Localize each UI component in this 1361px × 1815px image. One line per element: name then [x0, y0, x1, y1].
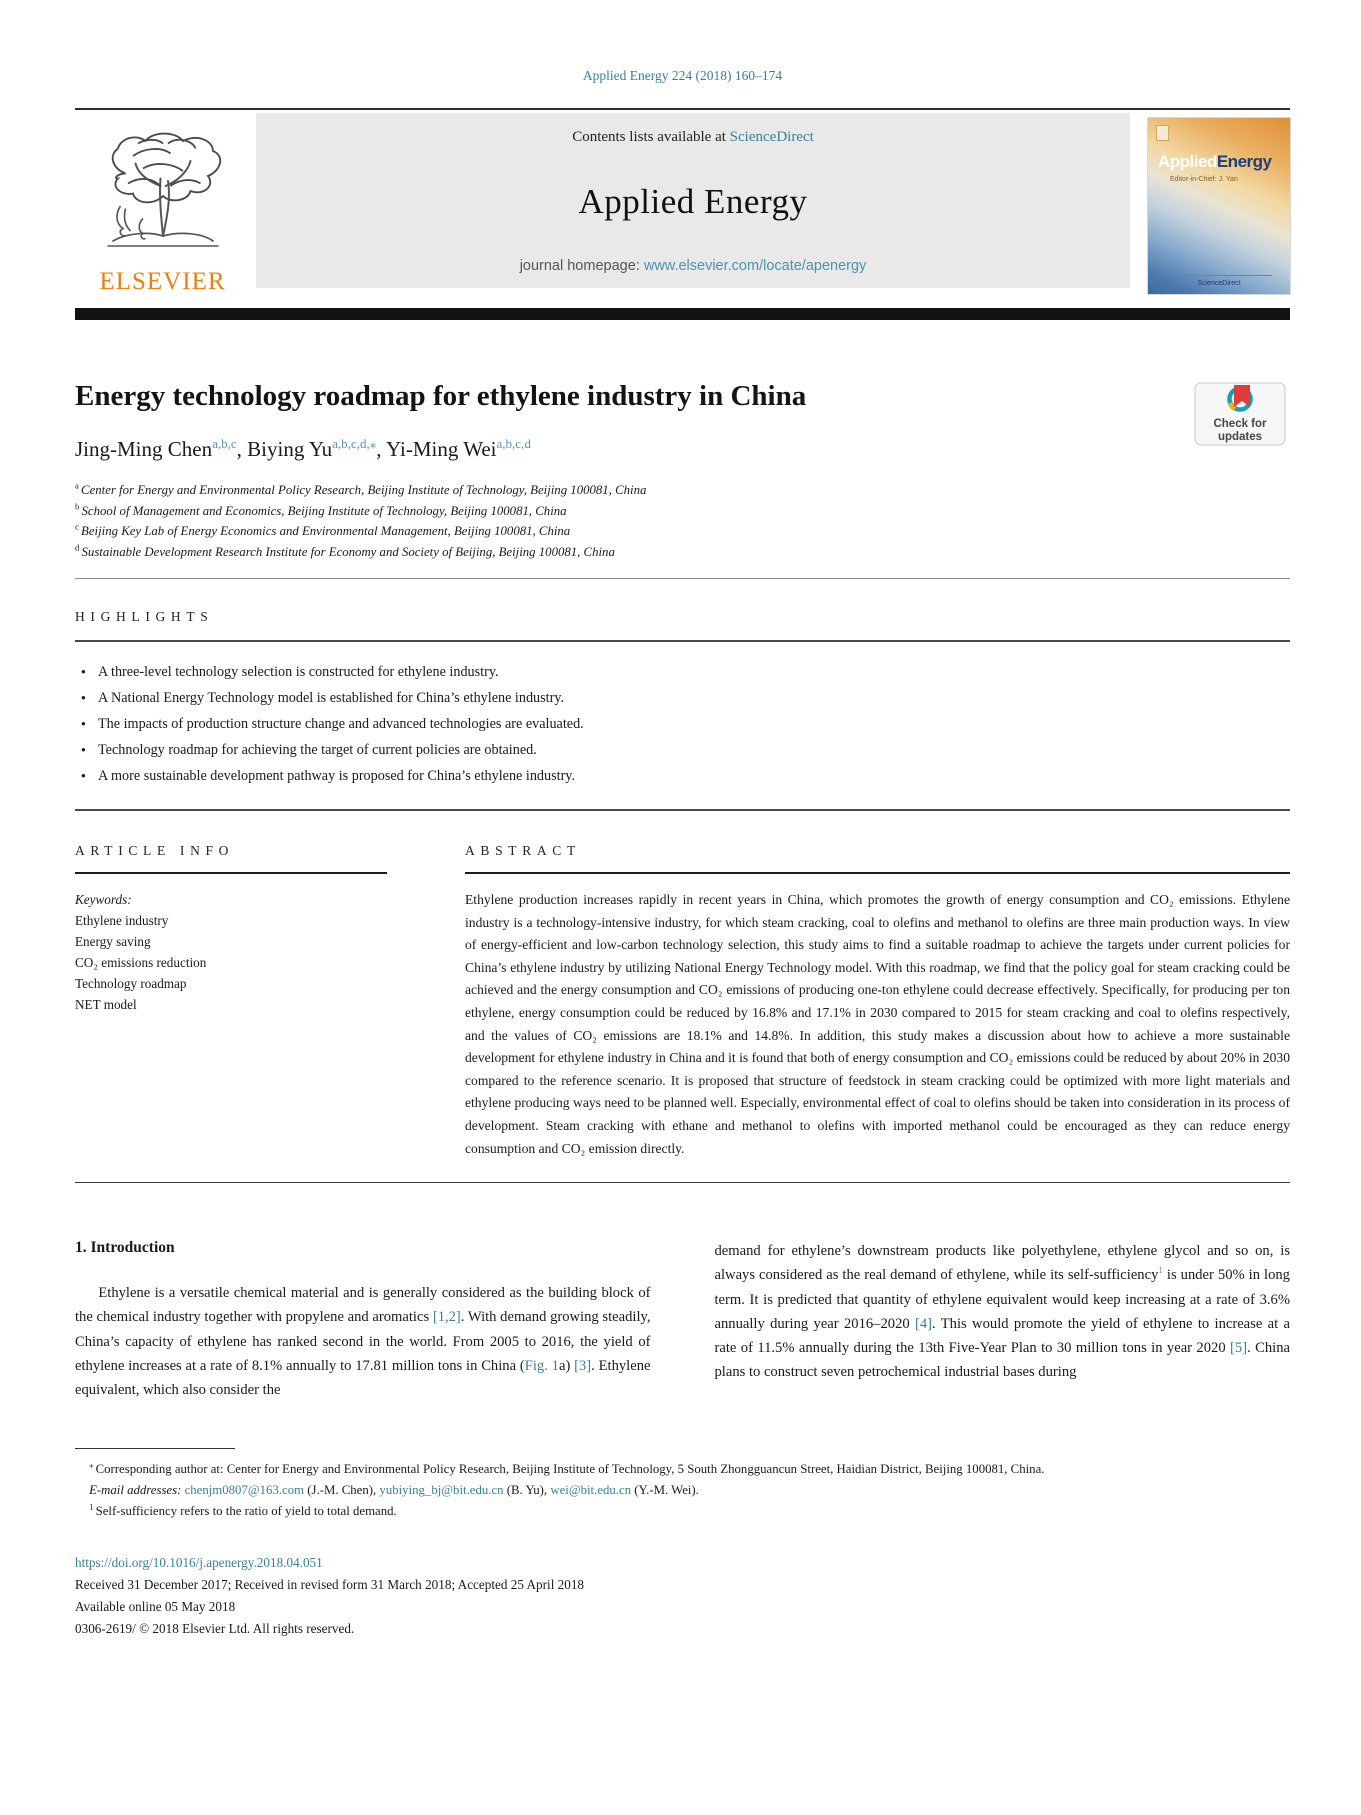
abstract-column [465, 843, 1290, 1160]
sciencedirect-link[interactable]: ScienceDirect [729, 129, 814, 145]
inline-link[interactable]: 1 [1158, 1265, 1163, 1276]
cover-elsevier-mini-logo [1156, 125, 1169, 141]
affiliation-line [75, 501, 1290, 522]
keyword: NET model [75, 997, 137, 1012]
affiliation-line [75, 542, 1290, 563]
text-run: School of Management and Economics, Beijing Institute of Technology, Beijing 100081, China [81, 503, 567, 518]
affiliations [75, 480, 1290, 562]
highlight-item: ● Technology roadmap for achieving the target of current policies are obtained. [81, 737, 1290, 763]
check-badge-line2: updates [1217, 431, 1263, 443]
highlight-item: ● A three-level technology selection is constructed for ethylene industry. [81, 659, 1290, 685]
text-run: Corresponding author at: Center for Energy and Environmental Policy Research, Beijing Institute of Technology, 5 South Zhongguancun Street, Haidian District, Beijing 100081, China. [95, 1462, 1045, 1477]
masthead-black-bar [75, 308, 1290, 320]
contents-prefix: Contents lists available at [572, 129, 730, 145]
inline-link[interactable]: [5] [1230, 1339, 1248, 1356]
cover-title-applied: Applied [1158, 152, 1217, 171]
text-run: . This would promote the yield of ethylene to increase at a rate of 11.5% annually during the 13th Five-Year Plan to 30 million tons in year 2020 [714, 1315, 1291, 1356]
text-run: a) [558, 1357, 575, 1374]
check-badge-line1: Check for [1213, 418, 1267, 430]
email-addresses-line [75, 1480, 1290, 1501]
text-run: Sustainable Development Research Institute for Economy and Society of Beijing, Beijing 100081, China [81, 544, 615, 559]
highlight-item: ● A National Energy Technology model is established for China’s ethylene industry. [81, 685, 1290, 711]
received-line: Received 31 December 2017; Received in revised form 31 March 2018; Accepted 25 April 2018 [75, 1577, 585, 1593]
text-run: Center for Energy and Environmental Policy Research, Beijing Institute of Technology, Beijing 100081, China [81, 483, 647, 497]
superscript-marker: a,b,c [212, 436, 237, 451]
homepage-line [520, 258, 867, 274]
superscript-marker: 1 [89, 1501, 96, 1512]
highlight-item: ● A more sustainable development pathway is proposed for China’s ethylene industry. [81, 763, 1290, 789]
text-run: Biying Yu [247, 437, 333, 461]
superscript-marker: ⁎ [89, 1459, 96, 1470]
running-head-citation[interactable]: Applied Energy 224 (2018) 160–174 [582, 68, 783, 83]
text-run: Ethylene is a versatile chemical material and is generally considered as the building block of the chemical industry together with propylene and aromatics [75, 1285, 651, 1326]
highlights-bottom-rule [75, 809, 1290, 811]
inline-link[interactable]: wei@bit.edu.cn [550, 1483, 632, 1498]
available-online-line: Available online 05 May 2018 [75, 1599, 236, 1615]
introduction-heading: 1. Introduction [75, 1239, 175, 1257]
inline-link[interactable]: [4] [915, 1315, 933, 1332]
journal-cover-thumbnail[interactable] [1148, 118, 1290, 294]
keyword: CO₂ emissions reduction [75, 955, 207, 970]
abstract-heading: ABSTRACT [465, 843, 581, 858]
contents-line [572, 129, 814, 146]
intro-paragraph-left [75, 1281, 651, 1402]
intro-left-column [75, 1183, 651, 1402]
doi-link[interactable]: https://doi.org/10.1016/j.apenergy.2018.04.051 [75, 1555, 323, 1571]
cover-title [1158, 152, 1271, 172]
text-run: Yi-Ming Wei [385, 437, 497, 461]
article-info-rule [75, 872, 387, 874]
inline-link[interactable]: chenjm0807@163.com [184, 1483, 305, 1498]
keywords-label: Keywords: [75, 892, 132, 907]
introduction-section [75, 1183, 1290, 1402]
superscript-marker: a [75, 480, 82, 491]
keywords-block [75, 889, 387, 1015]
affiliation-line [75, 480, 1290, 501]
homepage-prefix: journal homepage: [519, 258, 644, 274]
check-for-updates-badge[interactable] [1194, 382, 1286, 451]
author-line [75, 437, 1290, 462]
journal-title: Applied Energy [578, 182, 808, 221]
inline-link[interactable]: [1,2] [432, 1309, 461, 1326]
affiliation-line [75, 521, 1290, 542]
highlight-item: ● The impacts of production structure change and advanced technologies are evaluated. [81, 711, 1290, 737]
text-run: Beijing Key Lab of Energy Economics and Environmental Management, Beijing 100081, China [81, 524, 571, 538]
inline-link[interactable]: [3] [574, 1357, 592, 1374]
text-run: (J.-M. Chen), [304, 1483, 380, 1498]
text-run: , [236, 437, 248, 461]
text-run: E-mail addresses: [89, 1483, 185, 1498]
elsevier-wordmark: ELSEVIER [99, 268, 226, 295]
abstract-rule [465, 872, 1290, 874]
keywords-list [75, 910, 387, 1015]
text-run: . With demand growing steadily, China’s capacity of ethylene has ranked second in the world. From 2005 to 2016, the yield of ethylene increases at a rate of 8.1% annually to 17.81 million tons in China ( [75, 1309, 651, 1374]
text-run: Jing-Ming Chen [75, 437, 213, 461]
text-run: . China plans to construct seven petrochemical industrial bases during [714, 1339, 1290, 1381]
info-abstract-section [75, 843, 1290, 1160]
text-run: (B. Yu), [503, 1483, 551, 1498]
copyright-line: 0306-2619/ © 2018 Elsevier Ltd. All rights reserved. [75, 1621, 355, 1637]
keyword: Technology roadmap [75, 976, 187, 991]
article-info-column [75, 843, 387, 1160]
highlights-top-rule [75, 640, 1290, 642]
journal-banner [256, 113, 1130, 288]
text-run: . Ethylene equivalent, which also consider the [75, 1357, 651, 1398]
cover-sciencedirect-label: ScienceDirect [1197, 280, 1241, 287]
superscript-marker: b [75, 501, 82, 512]
article-info-heading: ARTICLE INFO [75, 843, 235, 858]
superscript-marker: c [75, 521, 82, 532]
corresponding-author-note [75, 1459, 1290, 1480]
text-run: , [376, 437, 386, 461]
text-run: demand for ethylene’s downstream products like polyethylene, ethylene glycol and so on, is always considered as the real demand of ethylene, while its self-sufficiency [714, 1243, 1290, 1284]
intro-right-column [715, 1183, 1291, 1402]
superscript-marker: a,b,c,d [496, 436, 531, 451]
highlights-list [81, 659, 1290, 789]
text-run: is under 50% in long term. It is predicted that quantity of ethylene equivalent would keep increasing at a rate of 3.6% annually during year 2016–2020 [714, 1267, 1290, 1332]
keyword: Ethylene industry [75, 913, 169, 928]
cover-title-energy: Energy [1216, 152, 1272, 171]
affiliations-bottom-rule [75, 578, 1290, 579]
highlights-heading: HIGHLIGHTS [75, 609, 214, 624]
abstract-text: Ethylene production increases rapidly in recent years in China, which promotes the growth of energy consumption and CO₂ emissions. Ethylene industry is a technology-intensive industry, for which steam cracking, coal to olefins and methanol to olefins are three main production ways. In view of energy-efficient and low-carbon technology selection, this study aims to find a suitable roadmap to achieve the targets under current policies for China’s ethylene industry by utilizing National Energy Technology model. With this roadmap, we find that the policy goal for steam cracking could be achieved and the energy consumption and CO₂ emissions of producing one-ton ethylene could decrease effectively. Specifically, for producing per ton ethylene, energy consumption could be reduced by 16.8% and 17.1% in 2030 compared to 2015 for steam cracking and coal to olefins respectively, and the values of CO₂ emissions are 18.1% and 14.8%. In addition, this study makes a discussion about how to achieve a more sustainable development for ethylene industry in China and it is found that both of energy consumption and CO₂ emissions could be reduced by about 20% in 2030 compared to the reference scenario. It is proposed that structure of feedstock in steam cracking could be optimized with more light materials and ethylene producing ways need to be planned well. Especially, environmental effect of coal to olefins should be taken into consideration in its process of development. Steam cracking with ethane and methanol to olefins with imported methanol could be encouraged as they can reduce energy consumption and CO₂ emission directly. [465, 892, 1290, 1156]
superscript-marker: d [75, 542, 82, 553]
keyword: Energy saving [75, 934, 151, 949]
cover-editor-line: Editor-in-Chief: J. Yan [1170, 176, 1238, 183]
masthead [75, 113, 1290, 320]
footnotes [75, 1459, 1290, 1522]
article-title: Energy technology roadmap for ethylene industry in China [75, 380, 807, 412]
intro-paragraph-right [715, 1239, 1291, 1384]
inline-link[interactable]: yubiying_bj@bit.edu.cn [379, 1483, 504, 1498]
article-footer [75, 1552, 1290, 1640]
footnote-rule [75, 1448, 235, 1449]
elsevier-tree-icon [88, 131, 238, 266]
masthead-top-rule [75, 108, 1290, 110]
superscript-marker: a,b,c,d,⁎ [332, 436, 377, 451]
title-block [75, 380, 1290, 443]
text-run: Self-sufficiency refers to the ratio of yield to total demand. [95, 1504, 397, 1519]
homepage-url-link[interactable]: www.elsevier.com/locate/apenergy [643, 258, 867, 274]
text-run: (Y.-M. Wei). [631, 1483, 699, 1498]
self-sufficiency-footnote [75, 1501, 1290, 1522]
inline-link[interactable]: Fig. 1 [524, 1357, 559, 1374]
elsevier-logo[interactable] [75, 113, 250, 296]
cover-footer-rule [1166, 275, 1272, 276]
